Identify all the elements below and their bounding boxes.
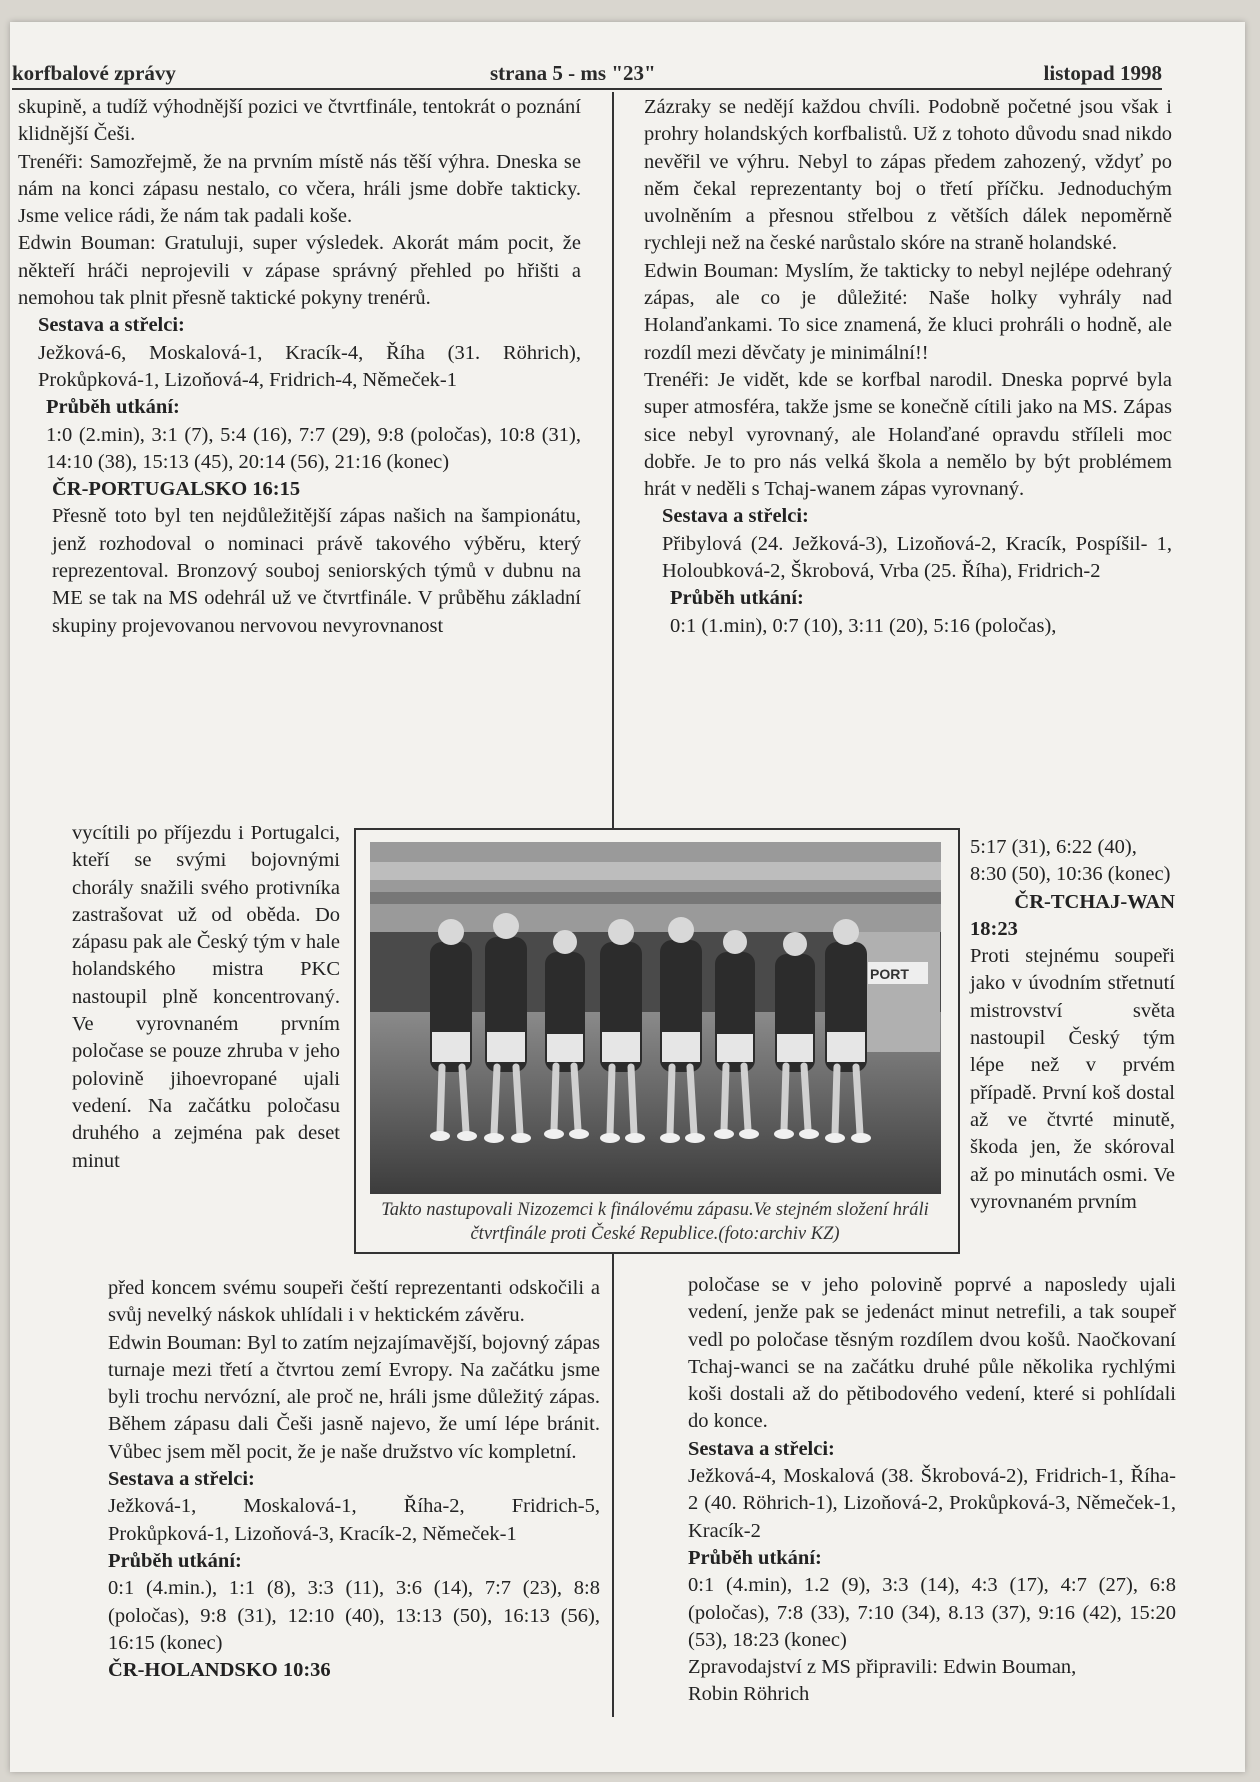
photo-caption: Takto nastupovali Nizozemci k finálovému zápasu.Ve stejném složení hráli čtvrtfinále proti České Republice.(foto:archiv KZ)	[381, 1200, 929, 1244]
left-column-bottom	[108, 1275, 600, 1684]
paragraph: vycítili po příjezdu i Portugalci, kteří se svými bojovnými chorály snažili svého protivníka zastrašovat už od oběda. Do zápasu pak ale Český tým v hale holandského mistra PKC nastoupil plně koncentrovaný. Ve vyrovnaném prvním poločase se pouze zhruba v jeho polovině jihoevropané ujali vedení. Na začátku poločasu druhého a zejména pak deset minut	[72, 822, 340, 1172]
lineup-text: Ježková-1, Moskalová-1, Říha-2, Fridrich-5, Prokůpková-1, Lizoňová-3, Kracík-2, Němeček-1	[108, 1495, 600, 1545]
progress-text: 0:1 (1.min), 0:7 (10), 3:11 (20), 5:16 (poločas),	[670, 614, 1057, 637]
paragraph: Přesně toto byl ten nejdůležitější zápas našich na šampionátu, jenž rozhodoval o nominaci právě takového výběru, který reprezentoval. Bronzový souboj seniorských týmů v dubnu na ME se tak na MS odehrál už ve čtvrtfinále. V průběhu základní skupiny projevovanou nervovou nevyrovnanost	[52, 505, 581, 637]
paragraph: Trenéři: Je vidět, kde se korfbal narodil. Dneska poprvé byla super atmosféra, takže jsme se konečně cítili jako na MS. Zápas sice nebyl vyrovnaný, ale Holanďané opravdu stříleli moc dobře. Je to pro nás velká škola a nemělo by být problémem hrát v neděli s Tchaj-wanem zápas vyrovnaný.	[644, 368, 1172, 501]
progress-text: 0:1 (4.min), 1.2 (9), 3:3 (14), 4:3 (17), 4:7 (27), 6:8 (poločas), 7:8 (33), 7:10 (34), 8.13 (37), 9:16 (42), 15:20 (53), 18:23 (konec)	[688, 1574, 1176, 1651]
lineup-heading: Sestava a střelci:	[108, 1468, 255, 1491]
team-photo	[370, 842, 941, 1194]
left-column-top	[18, 94, 581, 640]
paragraph: Edwin Bouman: Byl to zatím nejzajímavější, bojovný zápas turnaje mezi třetí a čtvrtou zemí Evropy. Na začátku jsme byli trochu nervózní, ale proč ne, hráli jsme důležitý zápas. Během zápasu dali Češi jasně najevo, že umí lépe bránit. Vůbec jsem měl pocit, že je naše družstvo víc kompletní.	[108, 1331, 600, 1463]
photo-frame	[354, 828, 960, 1254]
paragraph: Trenéři: Samozřejmě, že na prvním místě nás těší výhra. Dneska se nám na konci zápasu nestalo, co včera, hráli jsme dobře takticky. Jsme velice rádi, že nám tak padali koše.	[18, 150, 581, 228]
progress-text: 0:1 (4.min.), 1:1 (8), 3:3 (11), 3:6 (14), 7:7 (23), 8:8 (poločas), 9:8 (31), 12:10 (40), 13:13 (50), 16:13 (56), 16:15 (konec)	[108, 1577, 600, 1654]
paragraph: Zázraky se nedějí každou chvíli. Podobně početné jsou však i prohry holandských korfbalistů. Už z tohoto důvodu snad nikdo nevěřil ve výhru. Nebyl to zápas předem zahozený, vždyť po něm čekal reprezentanty boj o třetí příčku. Jednoduchým uvolněním a přesnou střelbou z větších dálek nepoměrně rychleji než na české narůstalo skóre na straně holandské.	[644, 96, 1172, 255]
right-column-top	[644, 94, 1172, 640]
credits-text: Robin Röhrich	[688, 1683, 810, 1706]
progress-heading: Průběh utkání:	[108, 1549, 242, 1572]
lineup-text: Přibylová (24. Ježková-3), Lizoňová-2, Kracík, Pospíšil- 1, Holoubková-2, Škrobová, Vrba (25. Říha), Fridrich-2	[662, 532, 1172, 583]
paragraph: Proti stejnému soupeři jako v úvodním střetnutí mistrovství světa nastoupil Český tým lépe než v prvém případě. První koš dostal až ve čtvrté minutě, škoda jen, že skóroval až po minutách osmi. Ve vyrovnaném prvním	[970, 945, 1175, 1213]
header-date: listopad 1998	[1043, 61, 1162, 85]
progress-heading: Průběh utkání:	[688, 1546, 822, 1569]
match-heading: ČR-TCHAJ-WAN	[1014, 890, 1175, 913]
match-heading: ČR-HOLANDSKO 10:36	[108, 1659, 331, 1682]
right-column-wrap	[970, 834, 1175, 1216]
paragraph: Edwin Bouman: Gratuluji, super výsledek. Akorát mám pocit, že někteří hráči neprojevili v zápase správný přehled po hřišti a nemohou tak plnit přesně taktické pokyny trenérů.	[18, 232, 581, 310]
paragraph: skupině, a tudíž výhodnější pozici ve čtvrtfinále, tentokrát o poznání klidnější Češi.	[18, 96, 581, 146]
paragraph: poločase se v jeho polovině poprvé a naposledy ujali vedení, jenže pak se jedenáct minut netrefili, a tak soupeř vedl po poločase těsným rozdílem dvou košů. Naočkovaní Tchaj-wanci se na začátku druhé půle několika rychlými koši dostali až do pětibodového vedení, které si pohlídali do konce.	[688, 1274, 1176, 1433]
paragraph: před koncem svému soupeři čeští reprezentanti odskočili a svůj nevelký náskok uhlídali i v hektickém závěru.	[108, 1277, 600, 1327]
lineup-text: Ježková-6, Moskalová-1, Kracík-4, Říha (31. Röhrich), Prokůpková-1, Lizoňová-4, Fridrich-4, Němeček-1	[38, 341, 581, 391]
photo-sign-text: PORT	[870, 966, 909, 982]
left-column-wrap	[72, 820, 340, 1175]
progress-heading: Průběh utkání:	[46, 396, 180, 419]
paragraph: Edwin Bouman: Myslím, že takticky to nebyl nejlépe odehraný zápas, ale co je důležité: Naše holky vyhrály nad Holanďankami. To sice znamená, že kluci prohráli o hodně, ale rozdíl mezi děvčaty je minimální!!	[644, 259, 1172, 364]
progress-text: 1:0 (2.min), 3:1 (7), 5:4 (16), 7:7 (29), 9:8 (poločas), 10:8 (31), 14:10 (38), 15:13 (45), 20:14 (56), 21:16 (konec)	[46, 423, 581, 473]
lineup-heading: Sestava a střelci:	[662, 505, 809, 528]
match-heading-score: 18:23	[970, 917, 1018, 940]
right-column-bottom	[688, 1272, 1176, 1709]
credits-text: Zpravodajství z MS připravili: Edwin Bouman,	[688, 1656, 1077, 1679]
header-rule	[12, 88, 1162, 90]
header-publication: korfbalové zprávy	[12, 61, 176, 85]
progress-text: 5:17 (31), 6:22 (40), 8:30 (50), 10:36 (konec)	[970, 836, 1171, 886]
team-photo-image	[370, 842, 941, 1194]
lineup-heading: Sestava a střelci:	[38, 314, 185, 337]
lineup-heading: Sestava a střelci:	[688, 1437, 835, 1460]
lineup-text: Ježková-4, Moskalová (38. Škrobová-2), Fridrich-1, Říha-2 (40. Röhrich-1), Lizoňová-2, Prokůpková-3, Němeček-1, Kracík-2	[688, 1465, 1176, 1542]
header-page-number: strana 5 - ms "23"	[490, 61, 656, 85]
match-heading: ČR-PORTUGALSKO 16:15	[52, 478, 301, 501]
page-header	[12, 48, 1162, 88]
progress-heading: Průběh utkání:	[670, 587, 804, 610]
